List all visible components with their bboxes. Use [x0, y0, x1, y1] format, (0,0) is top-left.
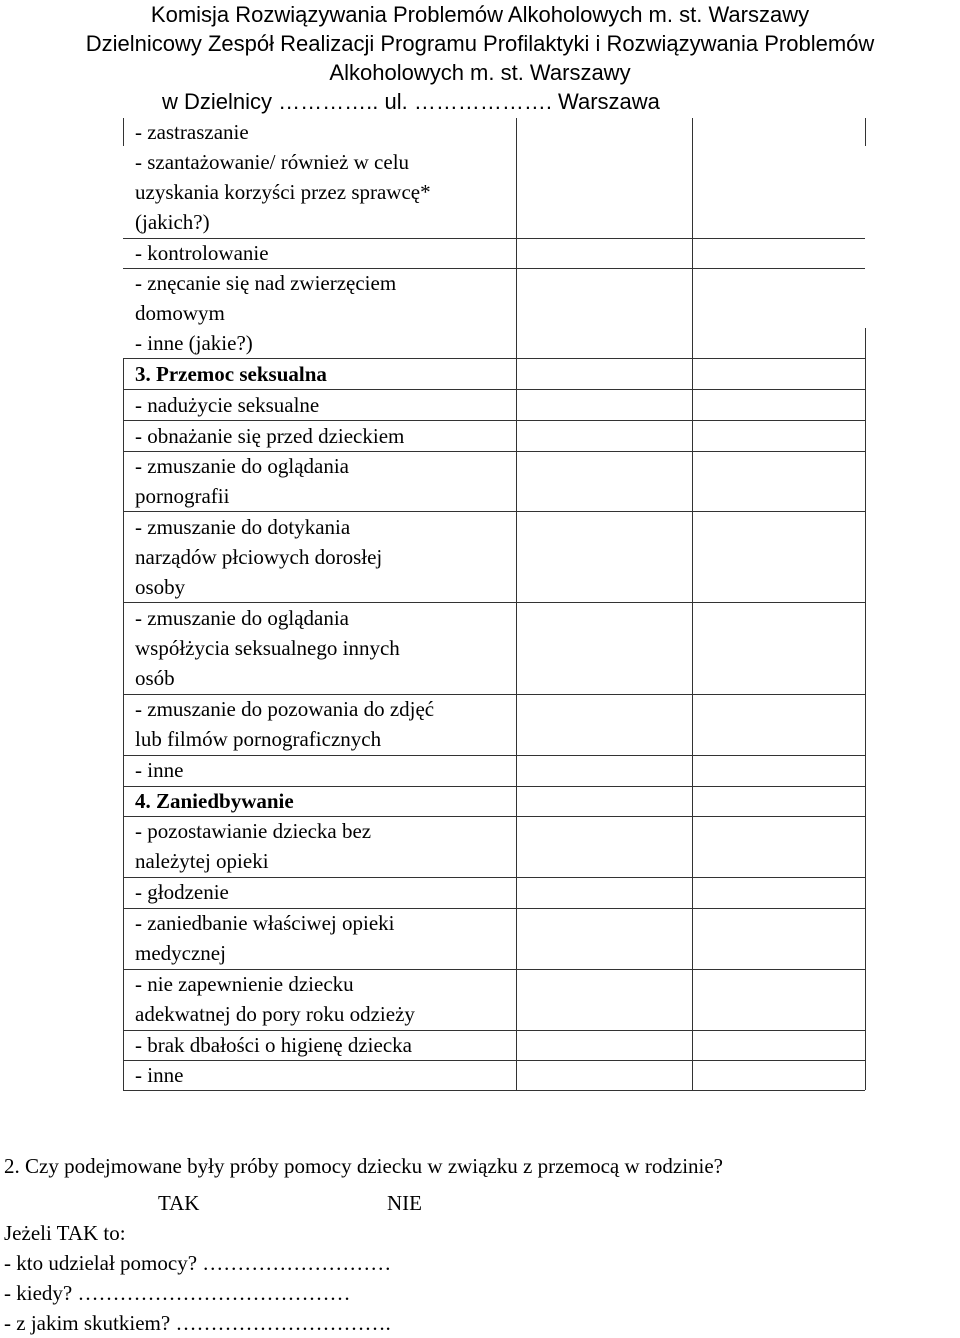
- table-item: (jakich?): [135, 210, 210, 234]
- table-right-border: [865, 118, 866, 146]
- table-right-border-b: [865, 328, 866, 358]
- table-item: adekwatnej do pory roku odzieży: [135, 1002, 415, 1026]
- table-item: osób: [135, 666, 175, 690]
- who-helped-field[interactable]: - kto udzielał pomocy? ………………………: [4, 1251, 392, 1275]
- table-item: - głodzenie: [135, 880, 229, 904]
- table-item: - szantażowanie/ również w celu: [135, 150, 410, 174]
- option-tak[interactable]: TAK: [158, 1191, 200, 1215]
- table-item: domowym: [135, 301, 225, 325]
- section-heading-sexual: 3. Przemoc seksualna: [135, 362, 327, 386]
- table-right-border-main: [865, 358, 866, 1090]
- table-item: - nadużycie seksualne: [135, 393, 320, 417]
- table-col-divider-1c: [516, 268, 517, 328]
- table-col-divider-1b: [516, 238, 517, 268]
- result-field[interactable]: - z jakim skutkiem? ………………………….: [4, 1311, 391, 1335]
- table-item: narządów płciowych dorosłej: [135, 545, 383, 569]
- question-text: 2. Czy podejmowane były próby pomocy dziecku w związku z przemocą w rodzinie?: [4, 1154, 724, 1178]
- header-address-line: w Dzielnicy ………….. ul. ………………. Warszawa: [162, 89, 660, 114]
- header-commission-line: Komisja Rozwiązywania Problemów Alkoholowych m. st. Warszawy: [150, 2, 810, 27]
- table-item: - obnażanie się przed dzieckiem: [135, 424, 405, 448]
- table-item: - zmuszanie do pozowania do zdjęć: [135, 697, 435, 721]
- table-item: współżycia seksualnego innych: [135, 636, 400, 660]
- option-nie[interactable]: NIE: [387, 1191, 422, 1215]
- table-item: - inne: [135, 758, 184, 782]
- table-item: - znęcanie się nad zwierzęciem: [135, 271, 397, 295]
- table-item: - zastraszanie: [135, 120, 249, 144]
- table-item: lub filmów pornograficznych: [135, 727, 382, 751]
- table-item: pornografii: [135, 484, 230, 508]
- table-item: - nie zapewnienie dziecku: [135, 972, 354, 996]
- table-col-divider-2: [692, 118, 693, 238]
- table-col-divider-1: [516, 118, 517, 238]
- table-item: - zmuszanie do oglądania: [135, 606, 349, 630]
- table-item: należytej opieki: [135, 849, 269, 873]
- table-col-divider-2-main: [692, 358, 693, 1090]
- table-item: - zmuszanie do oglądania: [135, 454, 349, 478]
- table-item: - brak dbałości o higienę dziecka: [135, 1033, 412, 1057]
- table-item: - inne: [135, 1063, 184, 1087]
- table-item: uzyskania korzyści przez sprawcę*: [135, 180, 431, 204]
- if-yes-label: Jeżeli TAK to:: [4, 1221, 126, 1245]
- table-item: medycznej: [135, 941, 226, 965]
- table-col-divider-2c: [692, 268, 693, 328]
- header-team-line: Dzielnicowy Zespół Realizacji Programu Profilaktyki i Rozwiązywania Problemów: [85, 31, 875, 56]
- table-item: - pozostawianie dziecka bez: [135, 819, 372, 843]
- section-heading-neglect: 4. Zaniedbywanie: [135, 789, 294, 813]
- table-item: osoby: [135, 575, 186, 599]
- table-col-divider-2d: [692, 328, 693, 358]
- table-col-divider-1-main: [516, 358, 517, 1090]
- document-header: [0, 0, 960, 116]
- table-left-border-main: [123, 358, 124, 1090]
- table-item: - kontrolowanie: [135, 241, 269, 265]
- table-item: - inne (jakie?): [135, 331, 253, 355]
- table-left-border: [123, 118, 124, 146]
- when-field[interactable]: - kiedy? …………………………………: [4, 1281, 351, 1305]
- table-item: - zmuszanie do dotykania: [135, 515, 351, 539]
- table-col-divider-1d: [516, 328, 517, 358]
- table-col-divider-2b: [692, 238, 693, 268]
- header-team-line-cont: Alkoholowych m. st. Warszawy: [329, 60, 631, 85]
- table-item: - zaniedbanie właściwej opieki: [135, 911, 395, 935]
